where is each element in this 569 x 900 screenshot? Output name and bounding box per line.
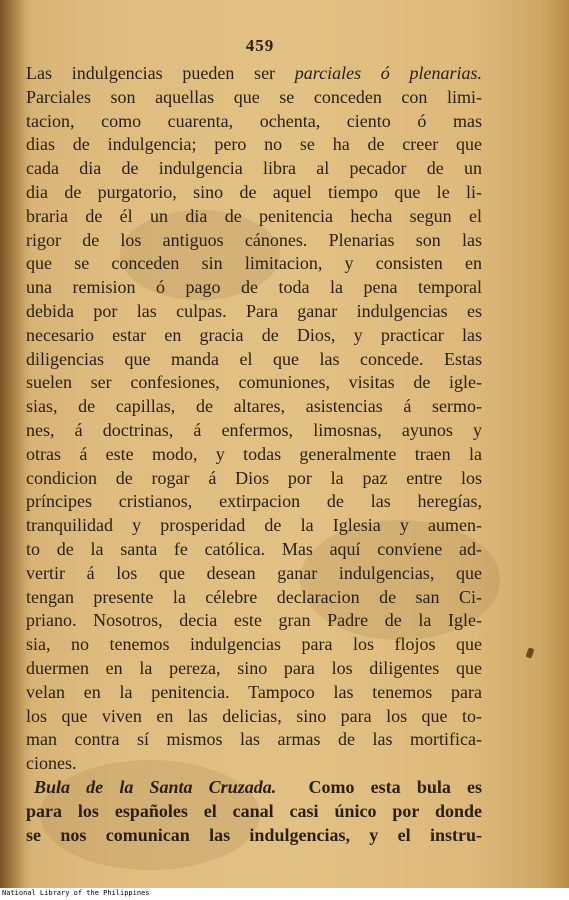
text-line: braria de él un dia de penitencia hecha segun el [26, 205, 482, 226]
page-number: 459 [245, 36, 275, 55]
text-line: cada dia de indulgencia libra al pecador de un [26, 158, 482, 179]
text-line: debida por las culpas. Para ganar indulgencias es [26, 300, 482, 321]
text-line: nes, á doctrinas, á enfermos, limosnas, ayunos y [26, 419, 482, 440]
text-line: sias, de capillas, de altares, asistencias á sermo- [26, 396, 482, 417]
text-line: tranquilidad y prosperidad de la Iglesia y aumen- [26, 515, 482, 536]
text-line: Parciales son aquellas que se conceden con limi- [26, 86, 482, 107]
text-line: suelen ser confesiones, comuniones, visitas de igle- [26, 372, 482, 393]
text-line: priano. Nosotros, decia este gran Padre de la Igle- [26, 610, 482, 631]
text-line: que se conceden sin limitacion, y consisten en [26, 253, 482, 274]
text-span: Las indulgencias pueden ser [26, 63, 295, 83]
text-line [26, 62, 482, 86]
text-line: dia de purgatorio, sino de aquel tiempo que le li- [26, 181, 482, 202]
text-line: velan en la penitencia. Tampoco las tenemos para [26, 681, 482, 702]
text-line: una remision ó pago de toda la pena temporal [26, 277, 482, 298]
text-line: dias de indulgencia; pero no se ha de creer que [26, 134, 482, 155]
text-line: rigor de los antiguos cánones. Plenarias son las [26, 229, 482, 250]
text-line: to de la santa fe católica. Mas aquí conviene ad- [26, 538, 482, 559]
italic-phrase: Bula de la Santa Cruzada. [34, 776, 277, 797]
text-line: tacion, como cuarenta, ochenta, ciento ó mas [26, 110, 482, 131]
body-text [26, 62, 482, 847]
ink-blot [525, 647, 534, 658]
text-line: man contra sí mismos las armas de las mortifica- [26, 729, 482, 750]
footer-bar [0, 888, 569, 900]
text-line: tengan presente la célebre declaracion de san Ci- [26, 586, 482, 607]
text-line: diligencias que manda el que las concede. Estas [26, 348, 482, 369]
text-line: se nos comunican las indulgencias, y el instru- [26, 824, 482, 845]
text-line [26, 776, 482, 800]
text-line: príncipes cristianos, extirpacion de las heregías, [26, 491, 482, 512]
text-line: sia, no tenemos indulgencias para los flojos que [26, 634, 482, 655]
text-line: condicion de rogar á Dios por la paz entre los [26, 467, 482, 488]
text-line: los que viven en las delicias, sino para los que to- [26, 705, 482, 726]
text-line: otras á este modo, y todas generalmente traen la [26, 443, 482, 464]
text-line: duermen en la pereza, sino para los diligentes que [26, 657, 482, 678]
library-credit: National Library of the Philippines [2, 889, 150, 897]
text-line: para los españoles el canal casi único por donde [26, 800, 482, 821]
italic-phrase: parciales ó plenarias. [294, 63, 482, 83]
text-line: ciones. [26, 753, 77, 774]
text-line: necesario estar en gracia de Dios, y practicar las [26, 324, 482, 345]
binding-shadow [0, 0, 26, 888]
text-span: Como esta bula es [276, 776, 482, 797]
text-line: vertir á los que desean ganar indulgencias, que [26, 562, 482, 583]
